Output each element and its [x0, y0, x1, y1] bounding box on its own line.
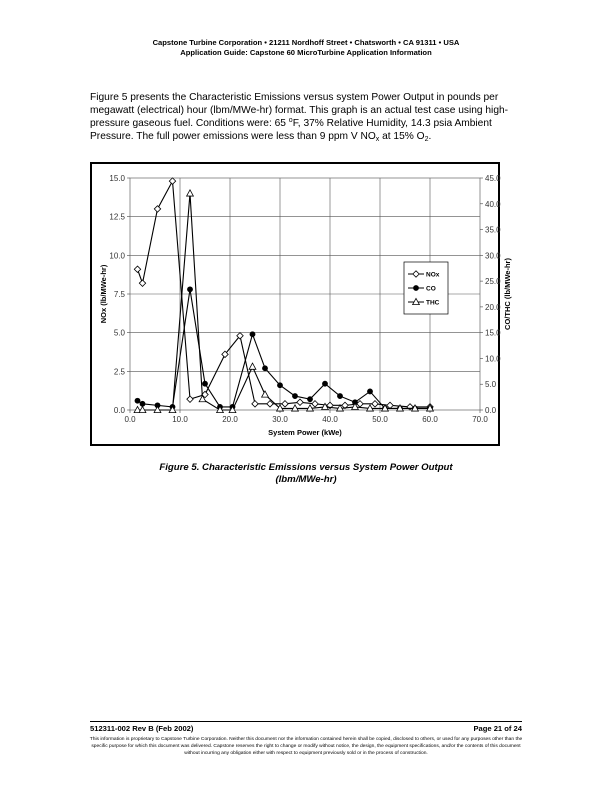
- footer-divider: [90, 721, 522, 722]
- data-point-co: [292, 393, 297, 398]
- y-tick-label: 0.0: [113, 406, 125, 415]
- data-point-co: [277, 383, 282, 388]
- legend-label-thc: THC: [426, 299, 440, 307]
- legend-marker-co: [413, 285, 418, 290]
- y2-tick-label: 25.0: [485, 277, 501, 287]
- data-point-nox: [252, 401, 258, 407]
- x-tick-label: 40.0: [322, 415, 338, 424]
- y2-tick-label: 15.0: [485, 328, 501, 338]
- para-at: at 15% O: [379, 131, 425, 142]
- header-guide-line: Application Guide: Capstone 60 MicroTurbine Application Information: [180, 48, 432, 57]
- para-main: Figure 5 presents the Characteristic Emissions versus system Power Output in pounds per megawatt (electrical) hour (lbm/MWe-hr) format. This graph is an actual test case using high-pressure gaseous fuel. Conditions were: 65: [90, 92, 509, 129]
- degree-sign: o: [288, 117, 293, 124]
- chart-canvas: [92, 164, 512, 444]
- x-tick-label: 20.0: [222, 415, 238, 424]
- emissions-chart: [90, 162, 512, 446]
- data-point-nox: [372, 401, 378, 407]
- page-number: Page 21 of 24: [473, 724, 522, 733]
- y-tick-label: 10.0: [109, 251, 125, 261]
- y2-tick-label: 10.0: [485, 354, 501, 364]
- y2-tick-label: 45.0: [485, 174, 501, 183]
- y2-tick-label: 40.0: [485, 199, 501, 209]
- x-tick-label: 60.0: [422, 415, 438, 424]
- para-end: .: [428, 131, 432, 142]
- data-point-nox: [187, 396, 193, 402]
- figure-caption: [0, 462, 612, 486]
- data-point-co: [202, 381, 207, 386]
- series-line-co: [138, 289, 431, 408]
- y-tick-label: 12.5: [109, 212, 125, 222]
- data-point-co: [262, 366, 267, 371]
- caption-line-2: (lbm/MWe-hr): [275, 474, 337, 485]
- data-point-nox: [154, 206, 160, 212]
- data-point-thc: [187, 190, 194, 196]
- data-point-nox: [139, 280, 145, 286]
- data-point-nox: [282, 401, 288, 407]
- o2-subscript: 2: [424, 136, 429, 143]
- caption-line-1: Figure 5. Characteristic Emissions versus System Power Output: [159, 462, 453, 473]
- header-company-line: Capstone Turbine Corporation • 21211 Nordhoff Street • Chatsworth • CA 91311 • USA: [152, 38, 460, 47]
- legend-label-co: CO: [426, 285, 436, 293]
- document-id: 512311-002 Rev B (Feb 2002): [90, 724, 194, 733]
- y2-axis-title: CO/THC (lb/MWe-hr): [503, 258, 512, 330]
- data-point-nox: [134, 266, 140, 272]
- nox-subscript: x: [375, 136, 380, 143]
- data-point-nox: [169, 178, 175, 184]
- y-tick-label: 5.0: [113, 328, 125, 338]
- legend-label-nox: NOx: [426, 271, 440, 279]
- data-point-co: [337, 393, 342, 398]
- data-point-co: [367, 389, 372, 394]
- y2-tick-label: 0.0: [485, 406, 497, 415]
- data-point-co: [187, 287, 192, 292]
- x-tick-label: 0.0: [124, 415, 136, 424]
- y-tick-label: 2.5: [113, 367, 125, 377]
- data-point-thc: [249, 363, 256, 369]
- para-cont: F, 37% Relative Humidity, 14.3 psia Ambient Pressure. The full power emissions were less than 9 ppm V NO: [90, 118, 492, 142]
- y-tick-label: 15.0: [109, 174, 125, 183]
- y2-tick-label: 5.0: [485, 380, 497, 390]
- x-tick-label: 30.0: [272, 415, 288, 424]
- y2-tick-label: 20.0: [485, 302, 501, 312]
- data-point-thc: [262, 391, 269, 397]
- proprietary-notice: This information is proprietary to Capstone Turbine Corporation. Neither this document nor the information contained herein shall be copied, disclosed to others, or used for any purposes other than the specific purpose for which this document was delivered. Capstone reserves the right to change or modify without notice, the design, the equipment specifications, and/or the contents of this document without incurring any obligation either with respect to equipment previously sold or in the process of construction.: [89, 737, 523, 756]
- y-axis-title: NOx (lb/MWe-hr): [99, 264, 108, 324]
- y-tick-label: 7.5: [113, 290, 125, 299]
- data-point-co: [307, 397, 312, 402]
- x-tick-label: 70.0: [472, 415, 488, 424]
- data-point-nox: [312, 401, 318, 407]
- data-point-co: [322, 381, 327, 386]
- page-header: [0, 38, 612, 58]
- data-point-co: [250, 332, 255, 337]
- series-line-thc: [138, 193, 431, 410]
- x-axis-title: System Power (kWe): [268, 428, 342, 437]
- y2-tick-label: 35.0: [485, 225, 501, 235]
- y2-tick-label: 30.0: [485, 251, 501, 261]
- x-tick-label: 50.0: [372, 415, 388, 424]
- intro-paragraph: [90, 91, 530, 143]
- data-point-nox: [297, 399, 303, 405]
- data-point-co: [135, 398, 140, 403]
- x-tick-label: 10.0: [172, 415, 188, 424]
